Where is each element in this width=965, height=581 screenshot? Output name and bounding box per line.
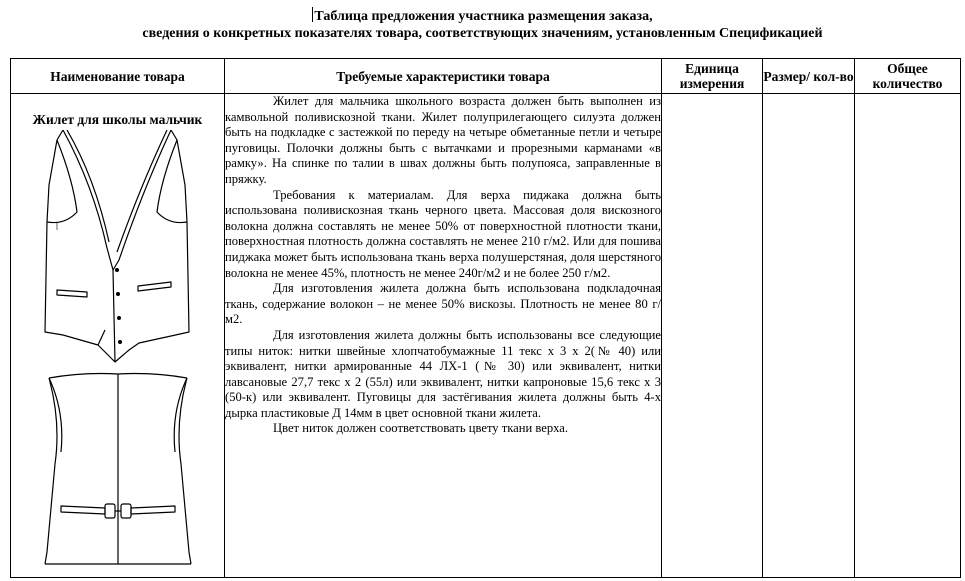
paragraph-lining: Для изготовления жилета должна быть использована подкладочная ткань, содержание волокон – не менее 50% вискозы. Плотность не менее 80 г/м2. bbox=[225, 281, 661, 327]
header-product-name: Наименование товара bbox=[11, 59, 225, 94]
header-total: Общее количество bbox=[855, 59, 961, 94]
size-cell bbox=[763, 94, 855, 578]
paragraph-threads: Для изготовления жилета должны быть использованы все следующие типы ниток: нитки швейные хлопчатобумажные 11 текс х 3 х 2(№ 40) или эквивалент, нитки армированные 44 ЛХ-1 (№ 30) или эквивалент, нитки лавсановые 27,7 текс х 2 (55л) или эквивалент, нитки капроновые 15,6 текс х 3 (50-к) или эквивалент. Пуговицы для застёгивания жилета должны быть 4-х дырка пластиковые Д 14мм в цвет основной ткани жилета. bbox=[225, 327, 661, 420]
unit-cell bbox=[662, 94, 763, 578]
paragraph-materials: Требования к материалам. Для верха пиджака должна быть использована поливискозная ткань черного цвета. Массовая доля вискозного волокна должна составлять не менее 50% от поверхностной плотности ткани, поверхностная плотность должна составлять не менее 210 г/м2. Или для пошива пиджака может быть использована ткань верха полушерстяная, доля шерстяного волокна не менее 45%, плотность не менее 240г/м2 и не более 250 г/м2. bbox=[225, 187, 661, 280]
paragraph-thread-color: Цвет ниток должен соответствовать цвету ткани верха. bbox=[273, 421, 569, 436]
paragraph-description: Жилет для мальчика школьного возраста должен быть выполнен из камвольной поливискозной ткани. Жилет полуприлегающего силуэта должен быть на подкладке с застежкой по переду на четыре обметанные петли и четыре пуговицы. Полочки должны быть с вытачками и прорезными карманами «в рамку». На спинке по талии в швах должны быть полупояса, заправленные в пряжку. bbox=[225, 94, 661, 186]
header-characteristics: Требуемые характеристики товара bbox=[225, 59, 662, 94]
product-name-cell bbox=[11, 94, 225, 578]
title-line-1: Таблица предложения участника размещения заказа, bbox=[314, 9, 653, 24]
characteristics-cell bbox=[225, 94, 662, 578]
header-size: Размер/ кол-во bbox=[763, 59, 855, 94]
characteristics-text bbox=[225, 94, 661, 437]
vest-back-illustration bbox=[43, 372, 193, 572]
table-header-row bbox=[11, 59, 961, 94]
product-name: Жилет для школы мальчик bbox=[32, 112, 203, 127]
title-line-2: сведения о конкретных показателях товара, соответствующих значениям, установленным Спецификацией bbox=[142, 26, 823, 41]
vest-front-illustration bbox=[43, 130, 193, 368]
total-cell bbox=[855, 94, 961, 578]
header-unit: Единица измерения bbox=[662, 59, 763, 94]
document-title bbox=[0, 7, 965, 42]
table-row bbox=[11, 94, 961, 578]
proposal-table bbox=[10, 58, 961, 578]
